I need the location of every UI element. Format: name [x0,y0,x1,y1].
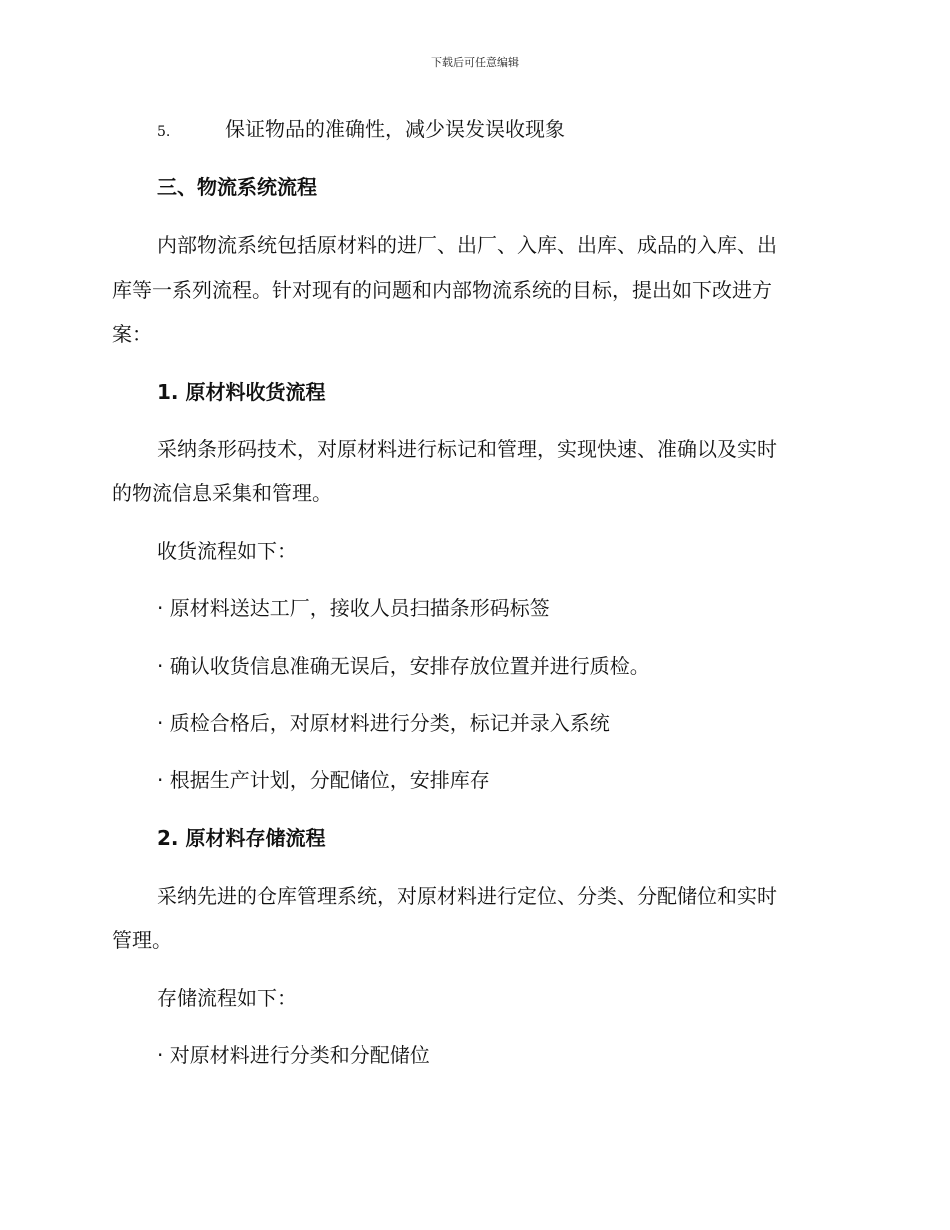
sub2-paragraph-line-2: 管理。 [112,928,172,952]
list-item-text: 保证物品的准确性，减少误发误收现象 [225,117,565,141]
sub1-paragraph-line-2: 的物流信息采集和管理。 [112,481,332,505]
sub1-bullet-item: · 确认收货信息准确无误后，安排存放位置并进行质检。 [157,654,650,678]
sub1-paragraph-line-1: 采纳条形码技术，对原材料进行标记和管理，实现快速、准确以及实时 [157,437,777,461]
sub1-flow-label: 收货流程如下： [157,539,297,563]
sub1-bullet-item: · 原材料送达工厂，接收人员扫描条形码标签 [157,596,550,620]
sub2-paragraph-line-1: 采纳先进的仓库管理系统，对原材料进行定位、分类、分配储位和实时 [157,884,777,908]
intro-paragraph-line-2: 库等一系列流程。针对现有的问题和内部物流系统的目标，提出如下改进方 [112,278,772,302]
intro-paragraph-line-1: 内部物流系统包括原材料的进厂、出厂、入库、出库、成品的入库、出 [157,233,777,257]
sub1-bullet-item: · 根据生产计划，分配储位，安排库存 [157,768,490,792]
subsection-heading-1: 1. 原材料收货流程 [157,380,326,404]
subsection-heading-2: 2. 原材料存储流程 [157,826,326,850]
section-heading-3: 三、物流系统流程 [157,175,317,199]
sub2-flow-label: 存储流程如下： [157,986,297,1010]
intro-paragraph-line-3: 案： [112,322,152,346]
list-item-5 [157,116,565,145]
list-item-number: 5. [157,124,171,140]
sub1-bullet-item: · 质检合格后，对原材料进行分类，标记并录入系统 [157,711,610,735]
sub2-bullet-item: · 对原材料进行分类和分配储位 [157,1043,430,1067]
page-header: 下载后可任意编辑 [431,56,519,69]
